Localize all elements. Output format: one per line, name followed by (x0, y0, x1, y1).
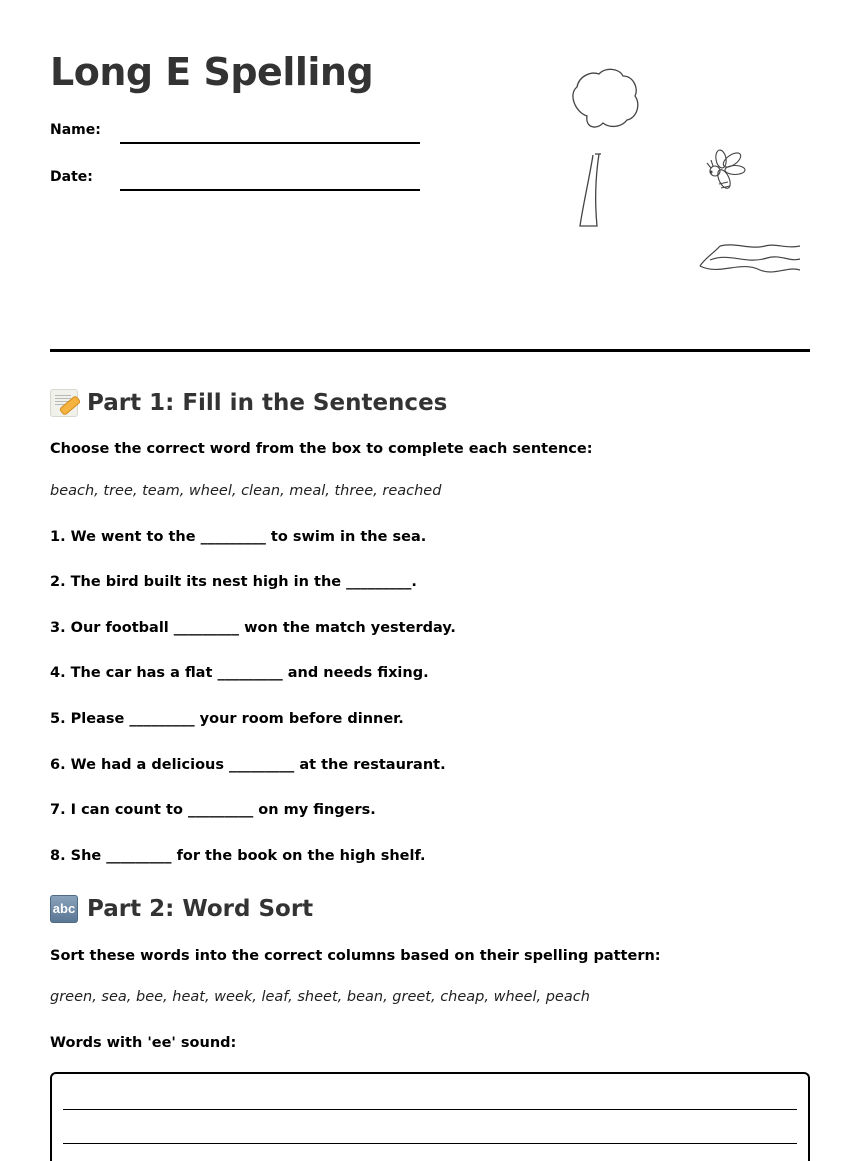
sentence-2: 2. The bird built its nest high in the _________. (50, 574, 417, 590)
part1-heading-text: Part 1: Fill in the Sentences (87, 390, 448, 416)
worksheet-illustration (535, 60, 805, 330)
date-field[interactable] (50, 169, 420, 193)
name-field[interactable] (50, 122, 420, 146)
part2-instruction: Sort these words into the correct columns based on their spelling pattern: (50, 948, 661, 964)
part2-heading (50, 895, 313, 923)
sentence-5: 5. Please _________ your room before dinner. (50, 711, 404, 727)
header-divider (50, 349, 810, 352)
sentence-6: 6. We had a delicious _________ at the restaurant. (50, 757, 446, 773)
part1-instruction: Choose the correct word from the box to complete each sentence: (50, 441, 593, 457)
part2-word-bank: green, sea, bee, heat, week, leaf, sheet, bean, greet, cheap, wheel, peach (50, 989, 590, 1005)
ee-column-label: Words with 'ee' sound: (50, 1035, 237, 1051)
sentence-8: 8. She _________ for the book on the high shelf. (50, 848, 426, 864)
part1-word-bank: beach, tree, team, wheel, clean, meal, three, reached (50, 483, 442, 499)
ee-words-answer-box[interactable] (50, 1072, 810, 1161)
tree-drawing (573, 69, 638, 226)
memo-icon (50, 389, 78, 417)
sentence-4: 4. The car has a flat _________ and needs fixing. (50, 665, 429, 681)
sentence-1: 1. We went to the _________ to swim in the sea. (50, 529, 427, 545)
sentence-3: 3. Our football _________ won the match yesterday. (50, 620, 456, 636)
part2-heading-text: Part 2: Word Sort (87, 896, 314, 922)
part1-heading (50, 389, 447, 417)
date-label: Date: (50, 169, 93, 185)
abc-icon: abc (50, 895, 78, 923)
bee-drawing (707, 149, 745, 190)
answer-line-1[interactable] (63, 1109, 797, 1110)
name-input-line[interactable] (120, 142, 420, 144)
worksheet-title: Long E Spelling (50, 50, 374, 94)
sea-waves-drawing (700, 245, 800, 272)
answer-line-2[interactable] (63, 1143, 797, 1144)
sentence-7: 7. I can count to _________ on my fingers. (50, 802, 376, 818)
name-label: Name: (50, 122, 101, 138)
date-input-line[interactable] (120, 189, 420, 191)
